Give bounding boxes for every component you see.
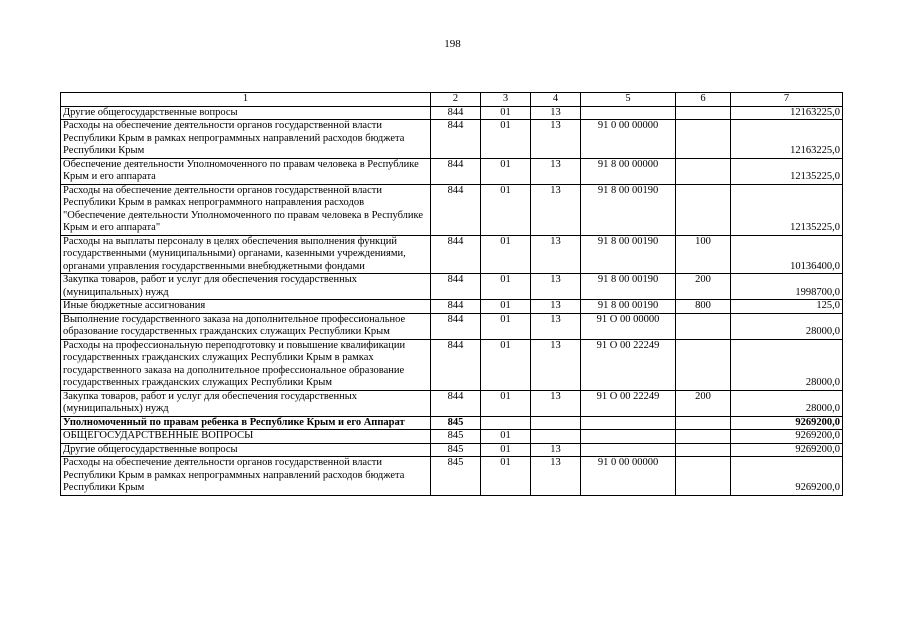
row-expense-type-cell (676, 416, 731, 430)
row-subsection-cell: 13 (531, 184, 581, 235)
row-name-cell: Расходы на выплаты персоналу в целях обеспечения выполнения функций государственными (муниципальными) органами, казенными учреждениями, органами управления государственными внебюджетными фондами (61, 235, 431, 274)
row-expense-type-cell (676, 184, 731, 235)
table-row (61, 120, 843, 159)
row-code-cell: 844 (431, 313, 481, 339)
row-section-cell: 01 (481, 274, 531, 300)
row-code-cell: 844 (431, 300, 481, 314)
row-amount-cell: 12163225,0 (731, 106, 843, 120)
row-section-cell: 01 (481, 106, 531, 120)
row-expense-type-cell (676, 106, 731, 120)
row-target-article-cell (581, 416, 676, 430)
table-row (61, 416, 843, 430)
row-name-cell: Закупка товаров, работ и услуг для обеспечения государственных (муниципальных) нужд (61, 274, 431, 300)
row-code-cell: 844 (431, 120, 481, 159)
row-expense-type-cell (676, 443, 731, 457)
row-target-article-cell: 91 0 00 00000 (581, 457, 676, 496)
row-expense-type-cell (676, 120, 731, 159)
row-name-cell: Уполномоченный по правам ребенка в Республике Крым и его Аппарат (61, 416, 431, 430)
row-code-cell: 844 (431, 106, 481, 120)
row-subsection-cell: 13 (531, 313, 581, 339)
row-section-cell: 01 (481, 184, 531, 235)
row-expense-type-cell: 100 (676, 235, 731, 274)
row-target-article-cell: 91 8 00 00190 (581, 300, 676, 314)
table-row (61, 443, 843, 457)
column-header-5: 5 (581, 93, 676, 107)
row-subsection-cell: 13 (531, 120, 581, 159)
row-name-cell: Расходы на обеспечение деятельности органов государственной власти Республики Крым в рамках непрограммного направления расходов "Обеспечение деятельности Уполномоченного по правам человека в Республике Крым и его аппарата" (61, 184, 431, 235)
column-header-7: 7 (731, 93, 843, 107)
row-expense-type-cell (676, 457, 731, 496)
row-subsection-cell: 13 (531, 300, 581, 314)
row-name-cell: Другие общегосударственные вопросы (61, 106, 431, 120)
row-target-article-cell: 91 8 00 00190 (581, 184, 676, 235)
table-row (61, 158, 843, 184)
row-amount-cell: 10136400,0 (731, 235, 843, 274)
column-header-4: 4 (531, 93, 581, 107)
row-target-article-cell: 91 О 00 00000 (581, 313, 676, 339)
row-subsection-cell: 13 (531, 274, 581, 300)
row-name-cell: Закупка товаров, работ и услуг для обеспечения государственных (муниципальных) нужд (61, 390, 431, 416)
row-amount-cell: 9269200,0 (731, 457, 843, 496)
row-expense-type-cell: 200 (676, 274, 731, 300)
row-amount-cell: 9269200,0 (731, 430, 843, 444)
row-amount-cell: 28000,0 (731, 339, 843, 390)
column-number-row (61, 93, 843, 107)
row-expense-type-cell (676, 339, 731, 390)
row-target-article-cell: 91 8 00 00190 (581, 274, 676, 300)
row-code-cell: 845 (431, 443, 481, 457)
table-row (61, 300, 843, 314)
row-expense-type-cell (676, 313, 731, 339)
row-subsection-cell: 13 (531, 457, 581, 496)
row-amount-cell: 1998700,0 (731, 274, 843, 300)
table-row (61, 339, 843, 390)
row-code-cell: 844 (431, 339, 481, 390)
table-row (61, 430, 843, 444)
row-amount-cell: 9269200,0 (731, 416, 843, 430)
row-section-cell: 01 (481, 430, 531, 444)
row-section-cell (481, 416, 531, 430)
row-name-cell: Выполнение государственного заказа на дополнительное профессиональное образование государственных гражданских служащих Республики Крым (61, 313, 431, 339)
row-target-article-cell: 91 8 00 00000 (581, 158, 676, 184)
row-amount-cell: 125,0 (731, 300, 843, 314)
row-subsection-cell: 13 (531, 390, 581, 416)
table-row (61, 235, 843, 274)
row-target-article-cell (581, 443, 676, 457)
row-target-article-cell: 91 8 00 00190 (581, 235, 676, 274)
row-target-article-cell (581, 106, 676, 120)
row-section-cell: 01 (481, 235, 531, 274)
row-expense-type-cell (676, 158, 731, 184)
row-name-cell: Обеспечение деятельности Уполномоченного по правам человека в Республике Крым и его аппарата (61, 158, 431, 184)
row-name-cell: Другие общегосударственные вопросы (61, 443, 431, 457)
row-code-cell: 844 (431, 158, 481, 184)
row-name-cell: Расходы на обеспечение деятельности органов государственной власти Республики Крым в рамках непрограммных направлений расходов бюджета Республики Крым (61, 120, 431, 159)
row-amount-cell: 12135225,0 (731, 184, 843, 235)
table-row (61, 274, 843, 300)
row-code-cell: 845 (431, 430, 481, 444)
row-section-cell: 01 (481, 339, 531, 390)
row-code-cell: 845 (431, 416, 481, 430)
row-subsection-cell: 13 (531, 158, 581, 184)
row-target-article-cell: 91 0 00 00000 (581, 120, 676, 159)
table-row (61, 184, 843, 235)
row-amount-cell: 9269200,0 (731, 443, 843, 457)
row-name-cell: Расходы на обеспечение деятельности органов государственной власти Республики Крым в рамках непрограммных направлений расходов бюджета Республики Крым (61, 457, 431, 496)
budget-table (60, 92, 843, 496)
row-amount-cell: 12163225,0 (731, 120, 843, 159)
table-row (61, 313, 843, 339)
row-name-cell: Расходы на профессиональную переподготовку и повышение квалификации государственных гражданских служащих Республики Крым в рамках государственного заказа на дополнительное профессиональное образование государственных гражданских служащих Республики Крым (61, 339, 431, 390)
row-subsection-cell: 13 (531, 106, 581, 120)
column-header-1: 1 (61, 93, 431, 107)
row-section-cell: 01 (481, 120, 531, 159)
column-header-3: 3 (481, 93, 531, 107)
row-expense-type-cell (676, 430, 731, 444)
row-section-cell: 01 (481, 443, 531, 457)
row-amount-cell: 28000,0 (731, 313, 843, 339)
row-subsection-cell (531, 416, 581, 430)
column-header-6: 6 (676, 93, 731, 107)
row-subsection-cell: 13 (531, 235, 581, 274)
row-code-cell: 844 (431, 235, 481, 274)
row-section-cell: 01 (481, 300, 531, 314)
row-name-cell: ОБЩЕГОСУДАРСТВЕННЫЕ ВОПРОСЫ (61, 430, 431, 444)
table-row (61, 457, 843, 496)
row-amount-cell: 28000,0 (731, 390, 843, 416)
row-section-cell: 01 (481, 457, 531, 496)
row-expense-type-cell: 200 (676, 390, 731, 416)
row-target-article-cell (581, 430, 676, 444)
row-subsection-cell: 13 (531, 443, 581, 457)
row-subsection-cell (531, 430, 581, 444)
page-number: 198 (444, 38, 461, 50)
row-section-cell: 01 (481, 390, 531, 416)
row-code-cell: 844 (431, 184, 481, 235)
table-row (61, 106, 843, 120)
row-code-cell: 845 (431, 457, 481, 496)
row-subsection-cell: 13 (531, 339, 581, 390)
row-target-article-cell: 91 О 00 22249 (581, 390, 676, 416)
row-code-cell: 844 (431, 390, 481, 416)
row-section-cell: 01 (481, 158, 531, 184)
table-row (61, 390, 843, 416)
row-code-cell: 844 (431, 274, 481, 300)
row-expense-type-cell: 800 (676, 300, 731, 314)
row-target-article-cell: 91 О 00 22249 (581, 339, 676, 390)
row-amount-cell: 12135225,0 (731, 158, 843, 184)
column-header-2: 2 (431, 93, 481, 107)
row-name-cell: Иные бюджетные ассигнования (61, 300, 431, 314)
row-section-cell: 01 (481, 313, 531, 339)
